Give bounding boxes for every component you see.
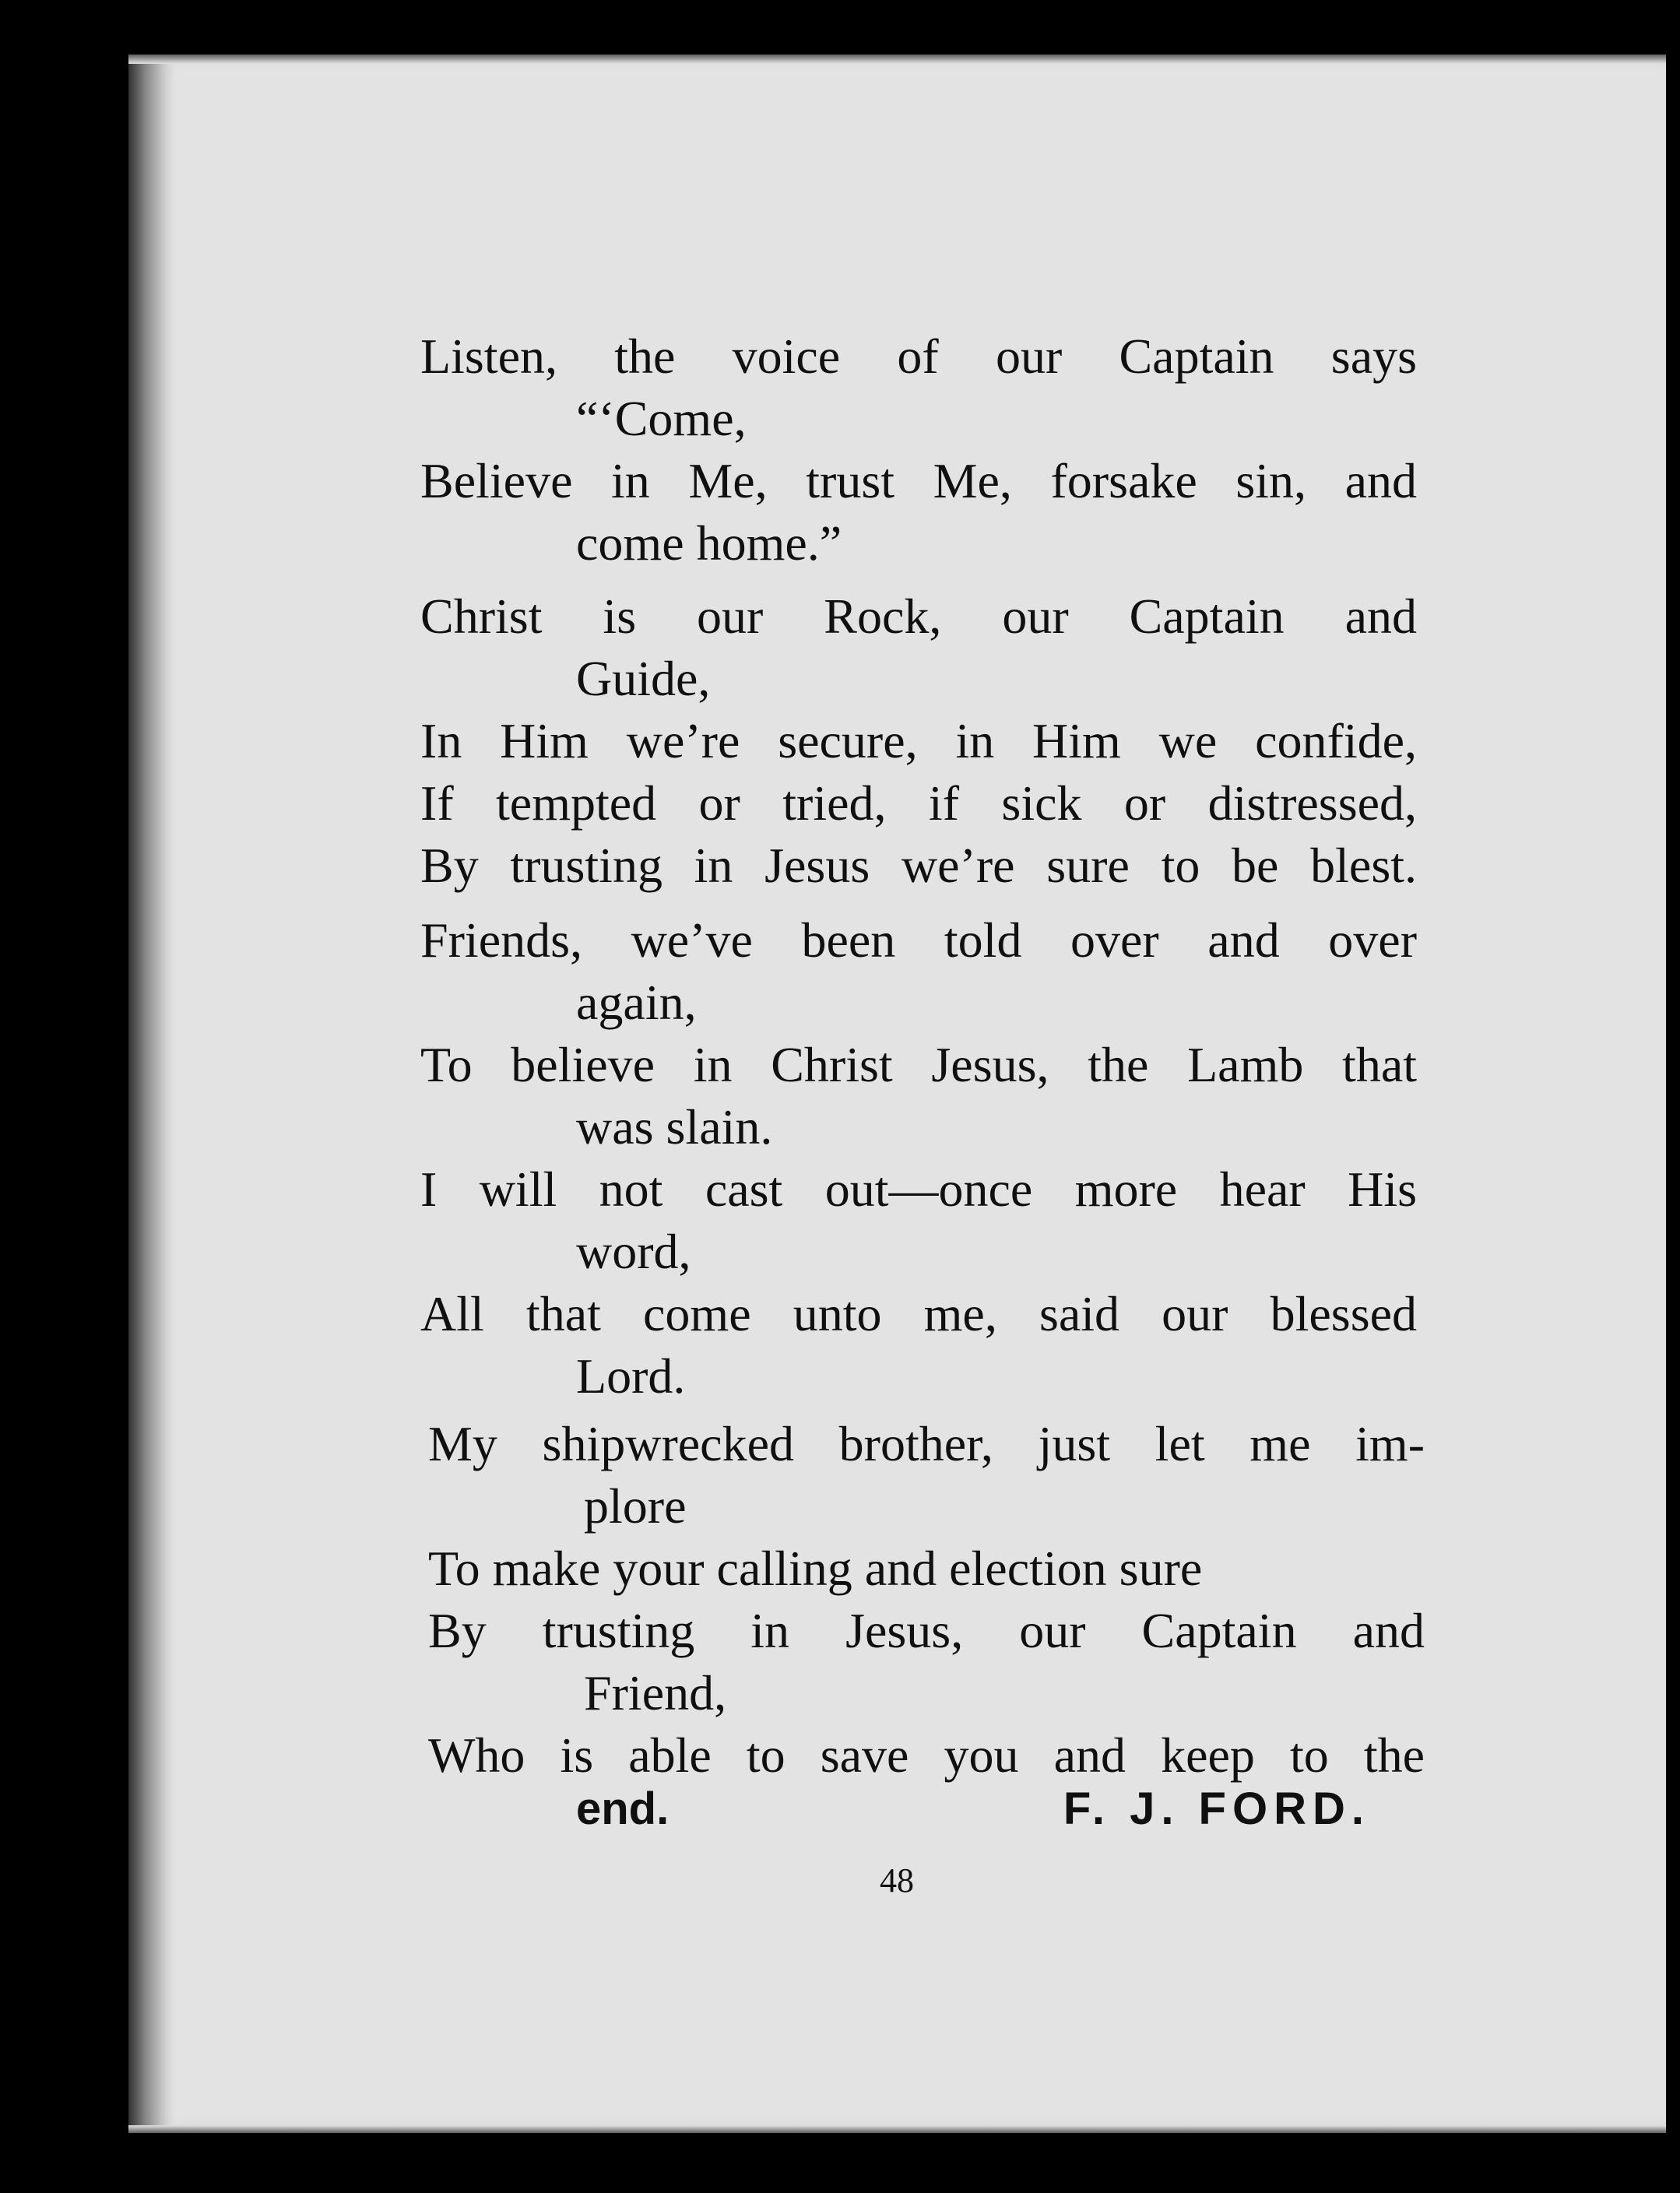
verse-line: To believe in Christ Jesus, the Lamb that (420, 1037, 1417, 1092)
verse-line-continuation: “‘Come, (576, 391, 747, 446)
closing-line (576, 1783, 1370, 1835)
verse-line-continuation: Friend, (584, 1665, 727, 1720)
verse-line: By trusting in Jesus, our Captain and (428, 1603, 1425, 1658)
verse-line: In Him we’re secure, in Him we confide, (420, 713, 1417, 768)
verse-line: Listen, the voice of our Captain says (420, 329, 1417, 384)
stanza-3 (420, 909, 1417, 1408)
book-spine-shadow (128, 54, 175, 2133)
verse-line: By trusting in Jesus we’re sure to be blest. (420, 838, 1417, 893)
stanza-2 (420, 585, 1417, 897)
verse-line-continuation: Guide, (576, 651, 711, 706)
page-top-edge (128, 54, 1666, 64)
verse-line-continuation: Lord. (576, 1348, 686, 1404)
verse-line-continuation: was slain. (576, 1099, 773, 1154)
verse-line: All that come unto me, said our blessed (420, 1286, 1417, 1341)
verse-line-continuation: plore (584, 1478, 687, 1534)
verse-line: My shipwrecked brother, just let me im- (428, 1416, 1425, 1471)
verse-line: To make your calling and election sure (428, 1541, 1203, 1596)
author-signature: F. J. FORD. (1063, 1784, 1370, 1834)
page-bottom-edge (128, 2125, 1666, 2133)
stanza-1 (420, 325, 1417, 575)
verse-line: If tempted or tried, if sick or distressed, (420, 775, 1417, 831)
verse-line: Who is able to save you and keep to the (428, 1727, 1425, 1783)
verse-line: I will not cast out—once more hear His (420, 1162, 1417, 1217)
verse-line: Believe in Me, trust Me, forsake sin, and (420, 453, 1417, 508)
page-number: 48 (880, 1861, 914, 1900)
verse-line: Friends, we’ve been told over and over (420, 912, 1417, 968)
closing-word: end. (576, 1784, 670, 1834)
stanza-4 (428, 1413, 1425, 1787)
verse-line-continuation: come home.” (576, 515, 842, 571)
verse-line-continuation: word, (576, 1224, 691, 1279)
verse-line: Christ is our Rock, our Captain and (420, 589, 1417, 644)
verse-line-continuation: again, (576, 975, 697, 1030)
